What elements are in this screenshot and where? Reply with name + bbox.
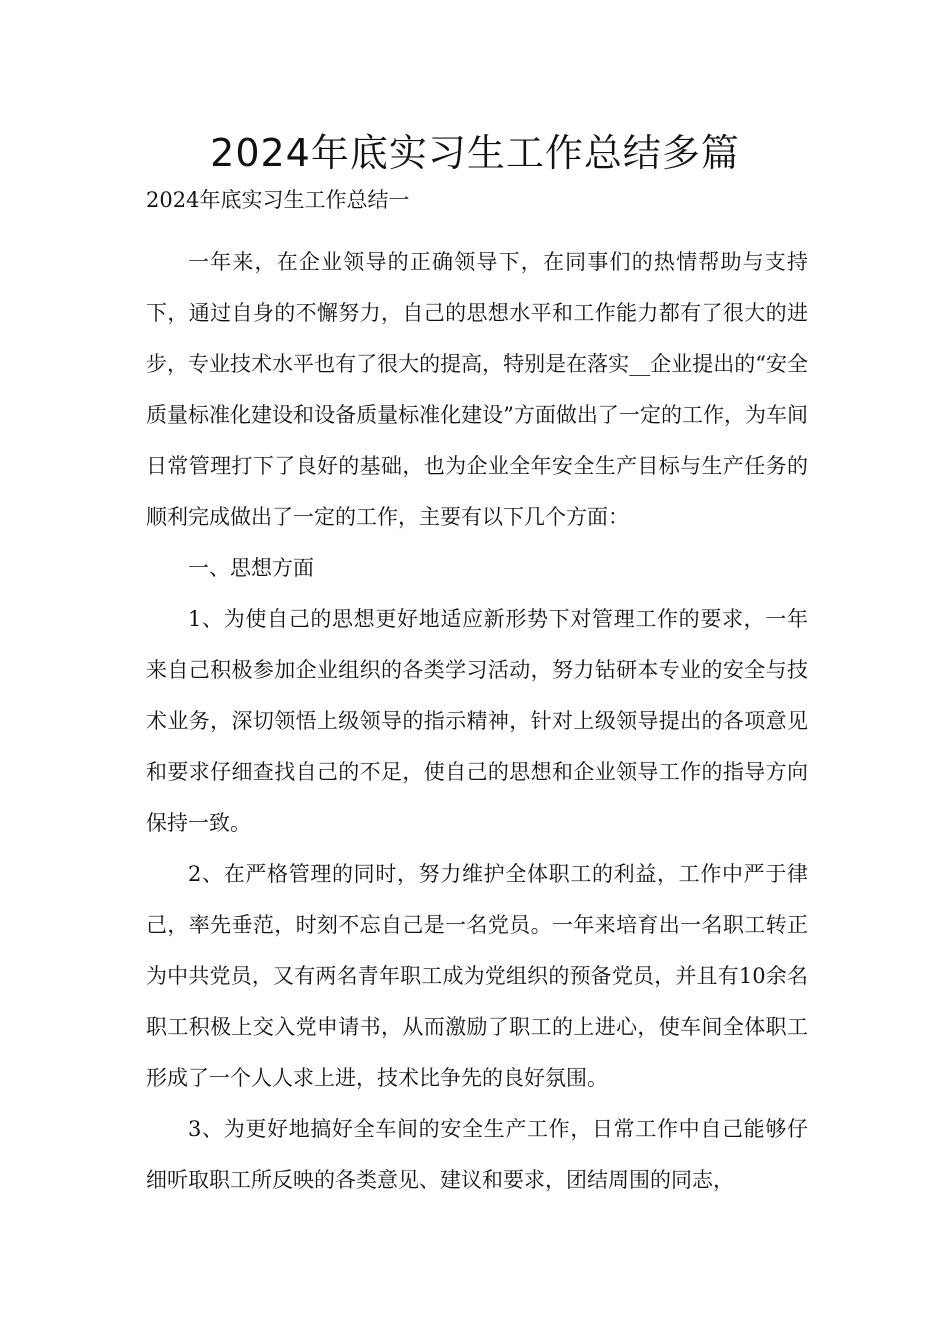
- document-title: 2024年底实习生工作总结多篇: [210, 131, 740, 175]
- paragraph-item-1: 1、为使自己的思想更好地适应新形势下对管理工作的要求，一年来自己积极参加企业组织的各类学习活动，努力钻研本专业的安全与技术业务，深切领悟上级领导的指示精神，针对上级领导提出的各项意见和要求仔细查找自己的不足，使自己的思想和企业领导工作的指导方向保持一致。: [146, 607, 808, 835]
- section-subtitle: 2024年底实习生工作总结一: [146, 188, 410, 212]
- section-heading-thought: 一、思想方面: [188, 556, 314, 580]
- paragraph-item-2: 2、在严格管理的同时，努力维护全体职工的利益，工作中严于律己，率先垂范，时刻不忘自己是一名党员。一年来培育出一名职工转正为中共党员，又有两名青年职工成为党组织的预备党员，并且有10余名职工积极上交入党申请书，从而激励了职工的上进心，使车间全体职工形成了一个人人求上进，技术比争先的良好氛围。: [146, 862, 808, 1090]
- paragraph-intro: 一年来，在企业领导的正确领导下，在同事们的热情帮助与支持下，通过自身的不懈努力，自己的思想水平和工作能力都有了很大的进步，专业技术水平也有了很大的提高，特别是在落实__企业提出的“安全质量标准化建设和设备质量标准化建设”方面做出了一定的工作，为车间日常管理打下了良好的基础，也为企业全年安全生产目标与生产任务的顺利完成做出了一定的工作，主要有以下几个方面：: [146, 250, 808, 529]
- document-body: [146, 186, 808, 1206]
- paragraph-item-3: 3、为更好地搞好全车间的安全生产工作，日常工作中自己能够仔细听取职工所反映的各类意见、建议和要求，团结周围的同志，: [146, 1117, 808, 1192]
